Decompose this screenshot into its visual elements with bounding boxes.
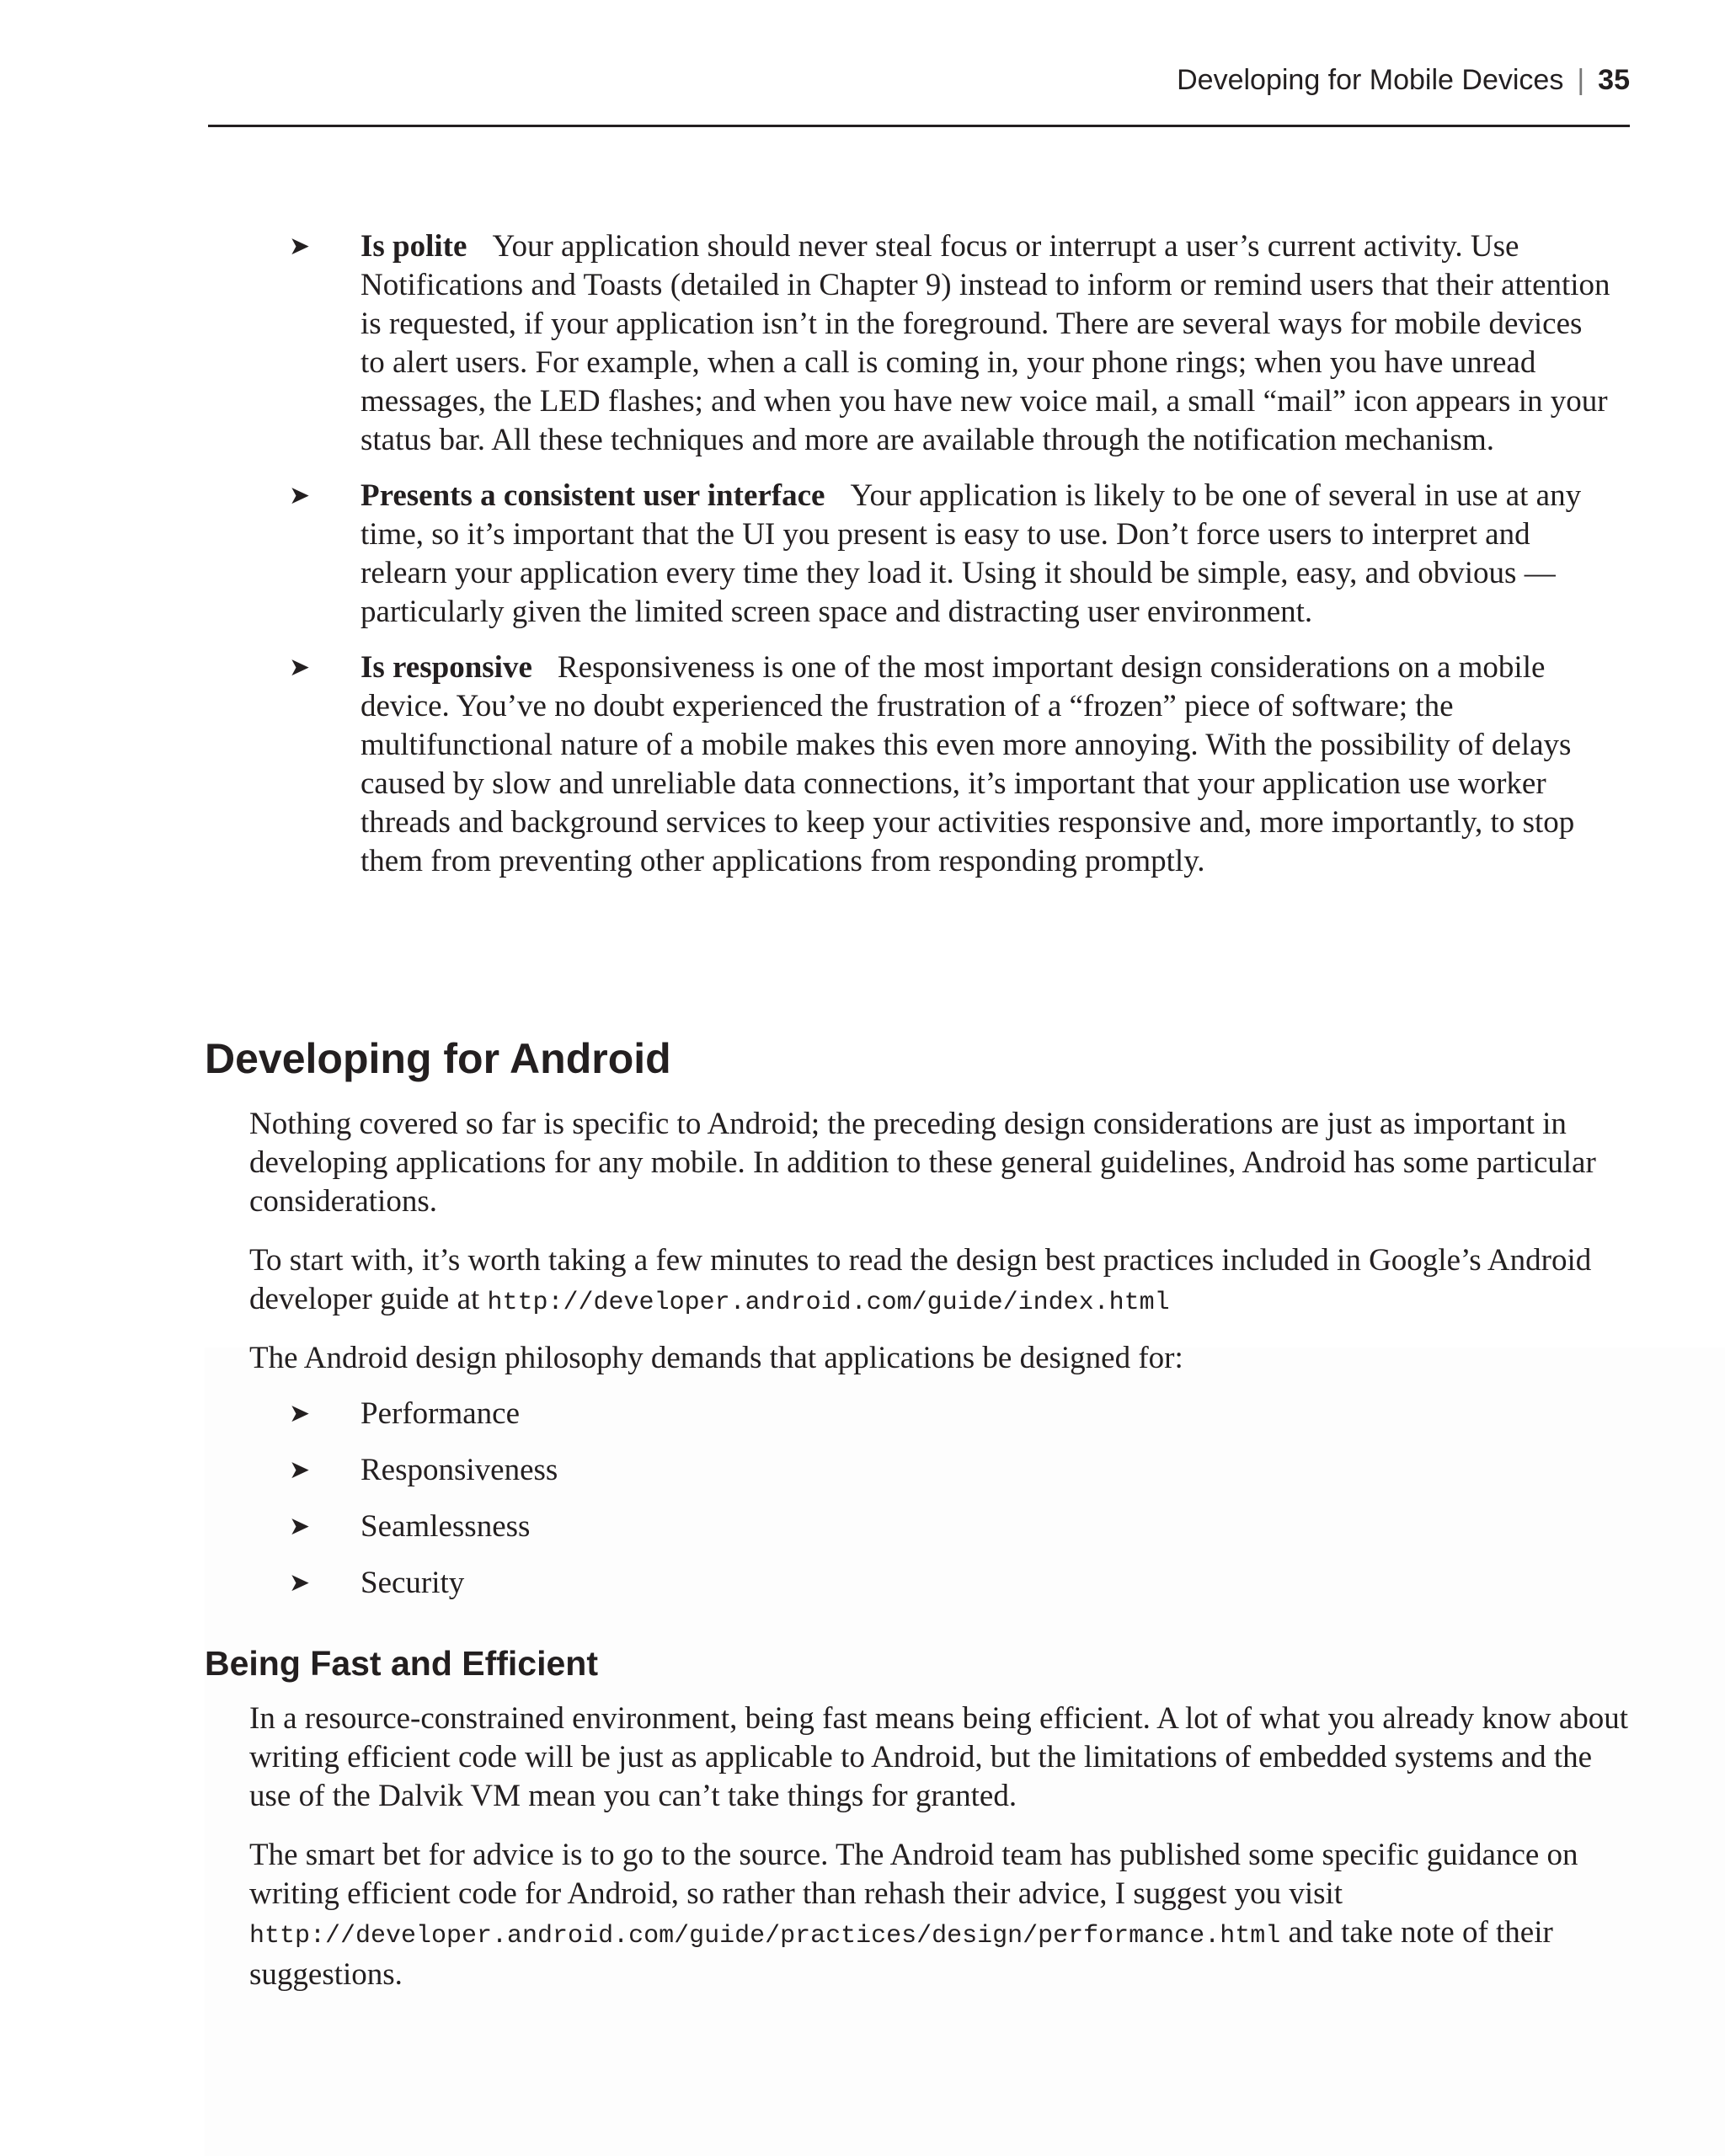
section-heading-fast-efficient: Being Fast and Efficient: [205, 1644, 598, 1683]
bullet-text: Responsiveness is one of the most important design considerations on a mobile device. You’ve no doubt experienced the frustration of a “frozen” piece of software; the multifunctional nature of a mobile makes this even more annoying. With the possibility of delays caused by slow and unreliable data connections, it’s important that your application use worker threads and background services to keep your activities responsive and, more importantly, to stop them from preventing other applications from responding promptly.: [360, 650, 1575, 878]
paragraph-text: To start with, it’s worth taking a few minutes to read the design best practices included in Google’s Android developer guide at: [249, 1243, 1592, 1316]
arrowhead-bullet-icon: ➤: [289, 1568, 311, 1598]
running-title: Developing for Mobile Devices: [1177, 64, 1564, 96]
arrowhead-bullet-icon: ➤: [289, 232, 311, 261]
running-header: [1177, 64, 1630, 97]
bullet-term: Is polite: [360, 229, 467, 264]
list-item: [289, 1451, 1047, 1490]
paragraph: The Android design philosophy demands that applications be designed for:: [249, 1341, 1183, 1375]
paragraph: [249, 1836, 1631, 1994]
header-separator: |: [1577, 64, 1585, 96]
list-item: [289, 477, 1611, 632]
list-item-text: Seamlessness: [360, 1509, 531, 1544]
arrowhead-bullet-icon: ➤: [289, 1455, 311, 1485]
paragraph-text: and take note of their suggestions.: [249, 1915, 1553, 1992]
paragraph: [249, 1241, 1631, 1322]
paragraph: In a resource-constrained environment, being fast means being efficient. A lot of what you already know about writing efficient code will be just as applicable to Android, but the limitations of embedded systems and the use of the Dalvik VM mean you can’t take things for granted.: [249, 1701, 1629, 1813]
page-number: 35: [1598, 64, 1630, 96]
list-item: [289, 1564, 1047, 1603]
url-link[interactable]: http://developer.android.com/guide/index.html: [487, 1289, 1170, 1317]
list-item: [289, 1395, 1047, 1433]
paragraph-text: The smart bet for advice is to go to the source. The Android team has published some specific guidance on writing efficient code for Android, so rather than rehash their advice, I suggest you visit: [249, 1838, 1578, 1911]
arrowhead-bullet-icon: ➤: [289, 653, 311, 682]
intro-bullet-list: [289, 227, 1611, 898]
list-item-text: Security: [360, 1566, 465, 1600]
list-item-text: Responsiveness: [360, 1453, 558, 1487]
header-rule: [208, 125, 1630, 127]
list-item: [289, 227, 1611, 460]
list-item: [289, 648, 1611, 881]
arrowhead-bullet-icon: ➤: [289, 1399, 311, 1428]
list-item-text: Performance: [360, 1396, 521, 1431]
bullet-term: Is responsive: [360, 650, 532, 685]
bullet-text: Your application is likely to be one of several in use at any time, so it’s important that the UI you present is easy to use. Don’t force users to interpret and relearn your application every time they load it. Using it should be simple, easy, and obvious — particularly given the limited screen space and distracting user environment.: [360, 478, 1582, 629]
section-heading-android: Developing for Android: [205, 1035, 671, 1082]
bullet-term: Presents a consistent user interface: [360, 478, 825, 513]
arrowhead-bullet-icon: ➤: [289, 1512, 311, 1541]
list-item: [289, 1508, 1047, 1546]
paragraph: Nothing covered so far is specific to Android; the preceding design considerations are just as important in developing applications for any mobile. In addition to these general guidelines, Android has some particular considerations.: [249, 1107, 1596, 1219]
url-link[interactable]: http://developer.android.com/guide/practices/design/performance.html: [249, 1922, 1281, 1951]
philosophy-list: [289, 1395, 1047, 1620]
arrowhead-bullet-icon: ➤: [289, 481, 311, 510]
bullet-text: Your application should never steal focus or interrupt a user’s current activity. Use Notifications and Toasts (detailed in Chapter 9) instead to inform or remind users that their attention is requested, if your application isn’t in the foreground. There are several ways for mobile devices to alert users. For example, when a call is coming in, your phone rings; when you have unread messages, the LED flashes; and when you have new voice mail, a small “mail” icon appears in your status bar. All these techniques and more are available through the notification mechanism.: [360, 229, 1610, 457]
